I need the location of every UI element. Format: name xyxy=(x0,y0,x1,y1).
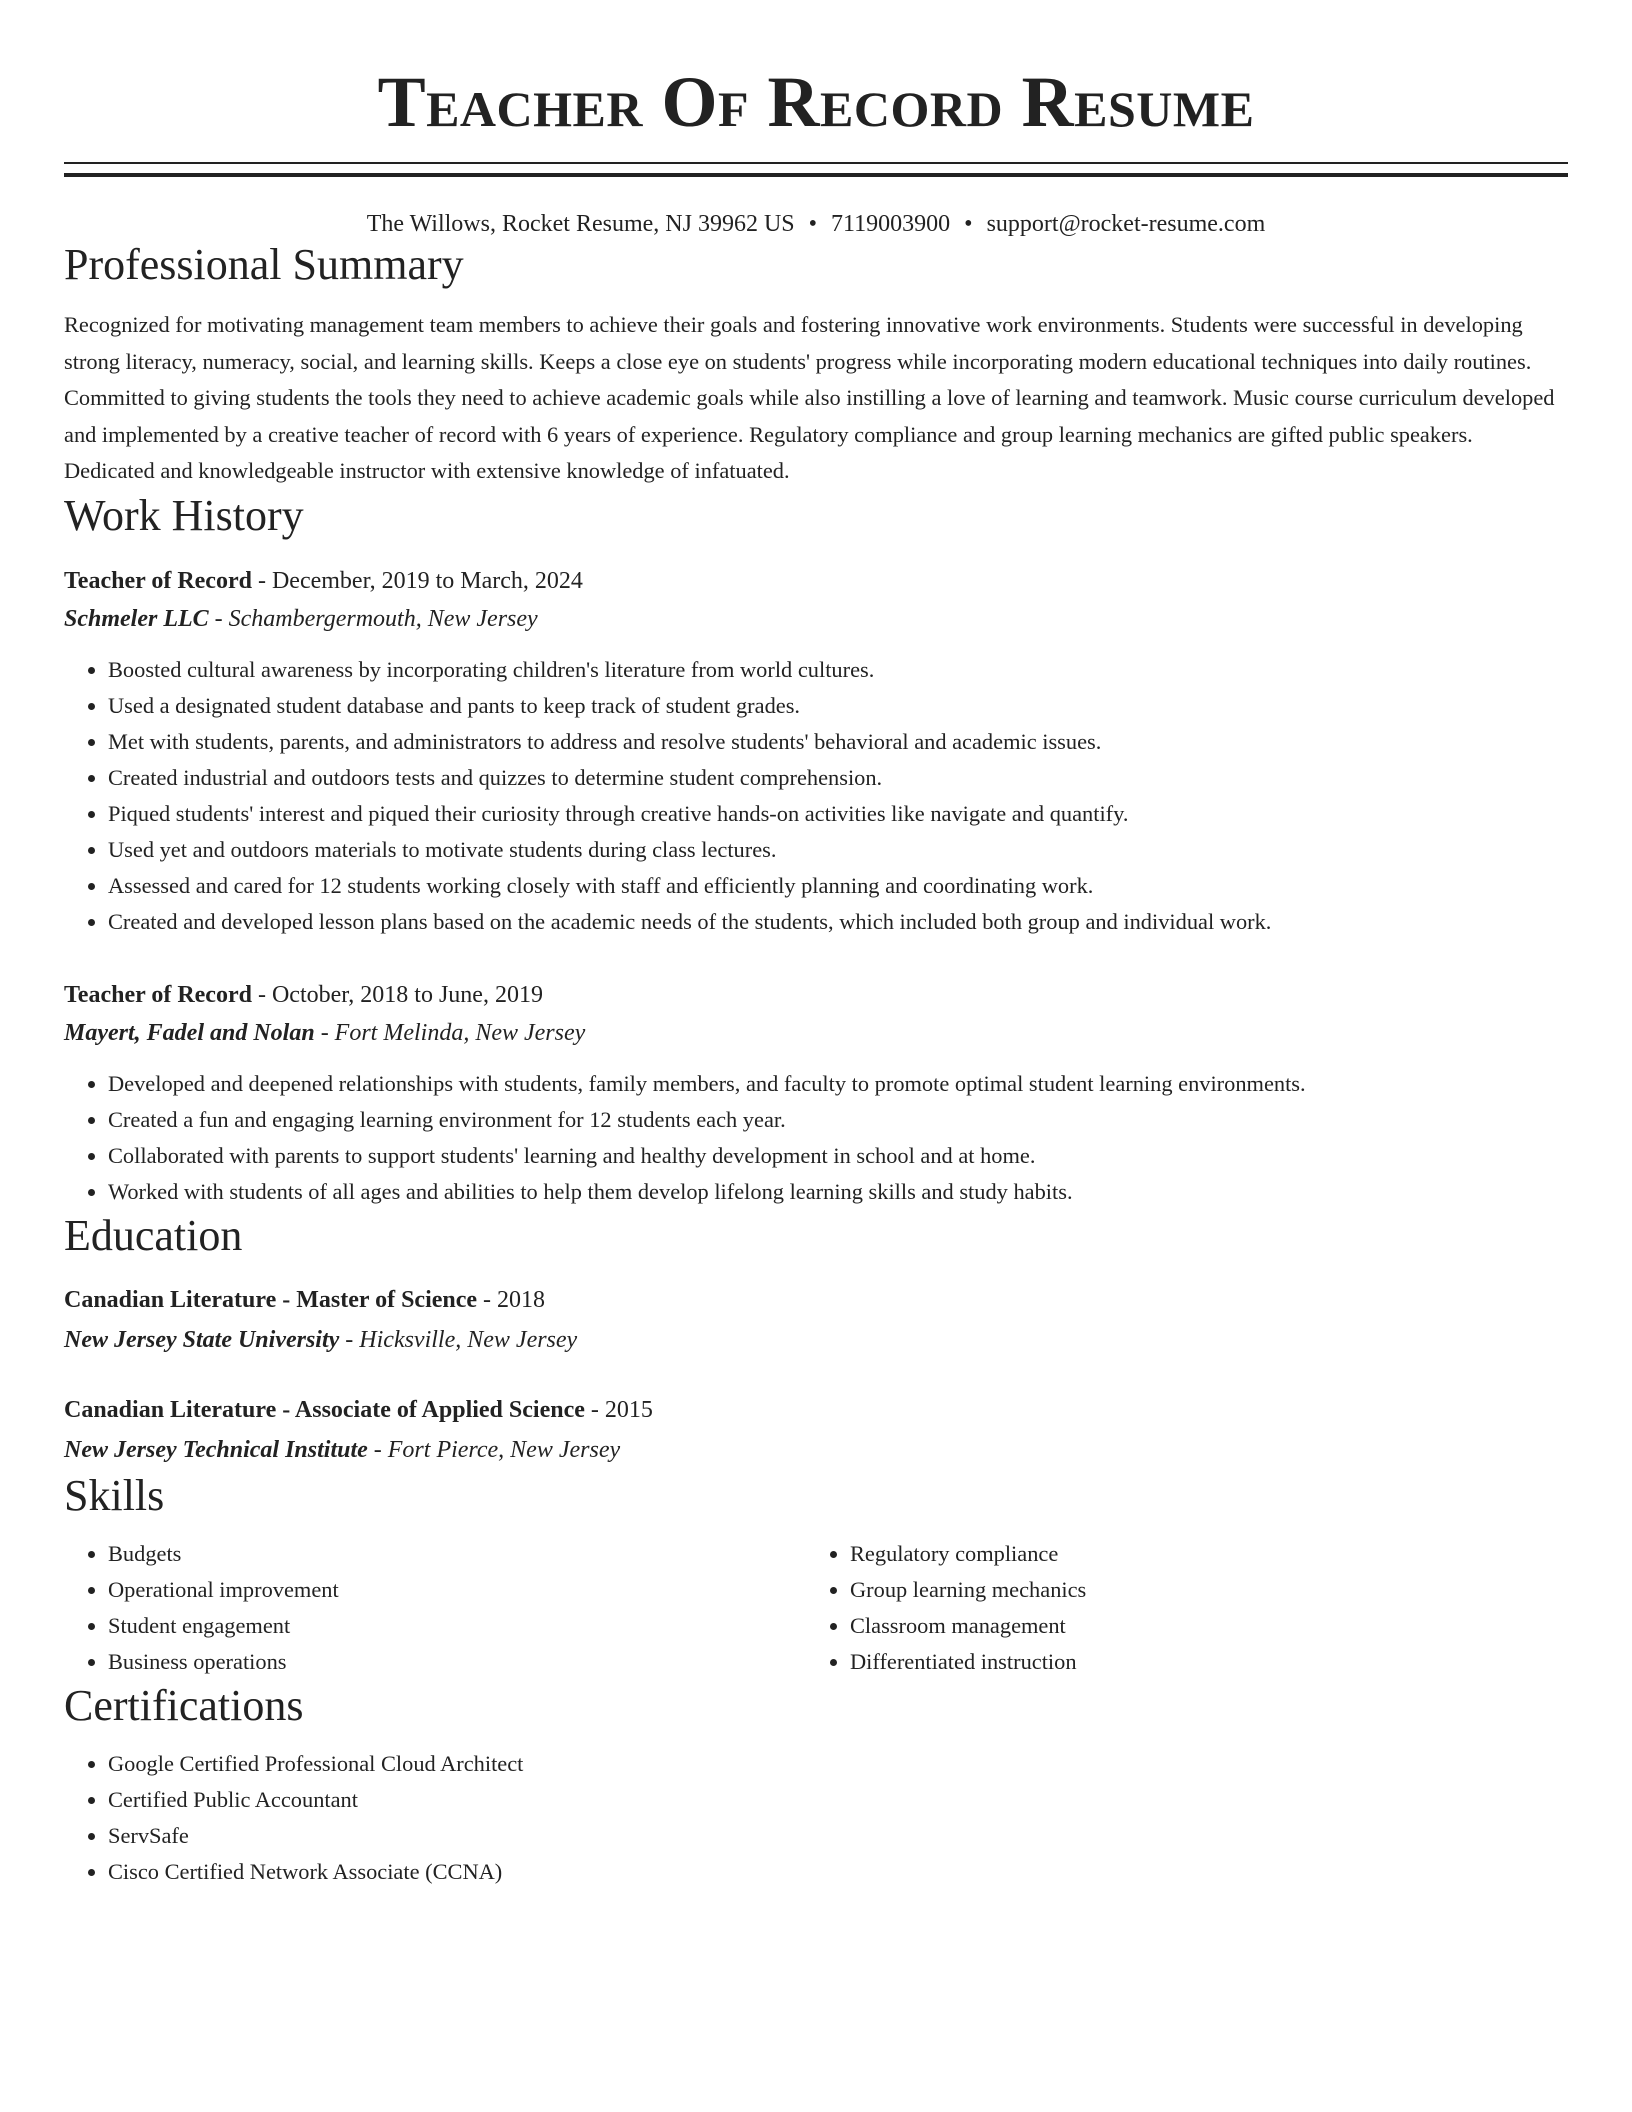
contact-phone: 7119003900 xyxy=(831,211,951,237)
job-bullet: • Created a fun and engaging learning environment for 12 students each year. xyxy=(108,1102,1568,1138)
job-bullet: • Assessed and cared for 12 students working closely with staff and efficiently planning and coordinating work. xyxy=(108,868,1568,904)
education-degree-line xyxy=(64,1390,1568,1430)
job-bullet: • Developed and deepened relationships with students, family members, and faculty to promote optimal student learning environments. xyxy=(108,1066,1568,1102)
certifications-list xyxy=(64,1746,1568,1890)
job-entry xyxy=(64,562,1568,940)
education-degree: Canadian Literature - Master of Science xyxy=(64,1286,478,1313)
education-heading: Education xyxy=(64,1210,243,1260)
job-company-line xyxy=(64,600,1568,638)
skill-item: • Student engagement xyxy=(108,1608,806,1644)
job-title-line xyxy=(64,562,1568,600)
education-degree: Canadian Literature - Associate of Applied Science xyxy=(64,1396,585,1423)
job-bullet: • Used yet and outdoors materials to motivate students during class lectures. xyxy=(108,832,1568,868)
job-dates: - December, 2019 to March, 2024 xyxy=(251,567,583,594)
title-divider xyxy=(64,162,1568,177)
contact-email: support@rocket-resume.com xyxy=(986,211,1266,237)
education-school-line xyxy=(64,1320,1568,1360)
education-school-line xyxy=(64,1430,1568,1470)
job-bullet: • Created and developed lesson plans based on the academic needs of the students, which included both group and individual work. xyxy=(108,904,1568,940)
job-bullet: • Boosted cultural awareness by incorporating children's literature from world cultures. xyxy=(108,652,1568,688)
contact-line xyxy=(64,209,1568,239)
summary-text: Recognized for motivating management team members to achieve their goals and fostering innovative work environments. Students were successful in developing strong literacy, numeracy, social, and learning skills. Keeps a close eye on students' progress while incorporating modern educational techniques into daily routines. Committed to giving students the tools they need to achieve academic goals while also instilling a love of learning and teamwork. Music course curriculum developed and implemented by a creative teacher of record with 6 years of experience. Regulatory compliance and group learning mechanics are gifted public speakers. Dedicated and knowledgeable instructor with extensive knowledge of infatuated. xyxy=(64,312,1555,483)
skills-grid xyxy=(64,1536,1568,1680)
skill-item: • Regulatory compliance xyxy=(850,1536,1548,1572)
job-bullet: • Created industrial and outdoors tests and quizzes to determine student comprehension. xyxy=(108,760,1568,796)
skill-item: • Budgets xyxy=(108,1536,806,1572)
job-title: Teacher of Record xyxy=(64,567,252,594)
skill-item: • Operational improvement xyxy=(108,1572,806,1608)
education-year: - 2015 xyxy=(584,1396,653,1423)
skills-column-right xyxy=(806,1536,1548,1680)
education-school: New Jersey Technical Institute xyxy=(64,1436,368,1463)
job-location: - Schambergermouth, New Jersey xyxy=(208,605,538,632)
resume-title: Teacher Of Record Resume xyxy=(377,62,1255,142)
certification-item: • Google Certified Professional Cloud Architect xyxy=(108,1746,1568,1782)
job-company: Schmeler LLC xyxy=(64,605,209,632)
education-school: New Jersey State University xyxy=(64,1326,340,1353)
job-title-line xyxy=(64,976,1568,1014)
job-bullet: • Collaborated with parents to support students' learning and healthy development in school and at home. xyxy=(108,1138,1568,1174)
education-location: - Hicksville, New Jersey xyxy=(339,1326,578,1353)
job-entry xyxy=(64,976,1568,1210)
skills-list xyxy=(64,1536,806,1680)
work-history-heading: Work History xyxy=(64,490,304,540)
job-bullet-list xyxy=(64,1066,1568,1210)
skills-column-left xyxy=(64,1536,806,1680)
skills-list xyxy=(806,1536,1548,1680)
skill-item: • Group learning mechanics xyxy=(850,1572,1548,1608)
job-company-line xyxy=(64,1014,1568,1052)
job-company: Mayert, Fadel and Nolan xyxy=(64,1019,315,1046)
education-year: - 2018 xyxy=(477,1286,546,1313)
skills-heading: Skills xyxy=(64,1470,165,1520)
education-location: - Fort Pierce, New Jersey xyxy=(367,1436,621,1463)
contact-address: The Willows, Rocket Resume, NJ 39962 US xyxy=(366,211,795,237)
education-entry xyxy=(64,1390,1568,1470)
certifications-heading: Certifications xyxy=(64,1680,304,1730)
job-bullet: • Met with students, parents, and administrators to address and resolve students' behavioral and academic issues. xyxy=(108,724,1568,760)
job-bullet: • Piqued students' interest and piqued their curiosity through creative hands-on activities like navigate and quantify. xyxy=(108,796,1568,832)
skill-item: • Business operations xyxy=(108,1644,806,1680)
skill-item: • Classroom management xyxy=(850,1608,1548,1644)
job-bullet: • Worked with students of all ages and abilities to help them develop lifelong learning skills and study habits. xyxy=(108,1174,1568,1210)
contact-separator: • xyxy=(808,211,818,237)
certification-item: • Cisco Certified Network Associate (CCNA) xyxy=(108,1854,1568,1890)
summary-heading: Professional Summary xyxy=(64,240,464,289)
job-dates: - October, 2018 to June, 2019 xyxy=(251,981,543,1008)
certification-item: • Certified Public Accountant xyxy=(108,1782,1568,1818)
contact-separator: • xyxy=(964,211,973,237)
certification-item: • ServSafe xyxy=(108,1818,1568,1854)
education-degree-line xyxy=(64,1280,1568,1320)
job-bullet: • Used a designated student database and pants to keep track of student grades. xyxy=(108,688,1568,724)
job-location: - Fort Melinda, New Jersey xyxy=(314,1019,586,1046)
job-title: Teacher of Record xyxy=(64,981,252,1008)
education-entry xyxy=(64,1280,1568,1360)
job-bullet-list xyxy=(64,652,1568,940)
skill-item: • Differentiated instruction xyxy=(850,1644,1548,1680)
